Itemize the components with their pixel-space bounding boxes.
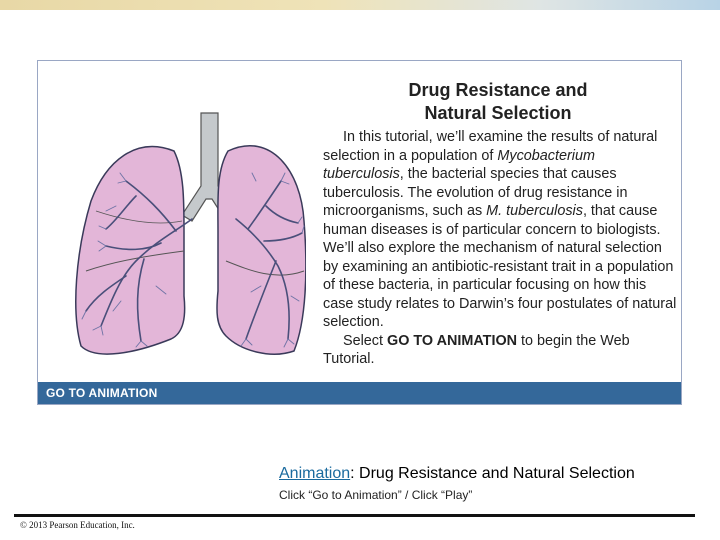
tutorial-panel (37, 60, 682, 405)
animation-button-bar (38, 382, 681, 404)
go-to-animation-button[interactable]: GO TO ANIMATION (46, 386, 158, 400)
tutorial-title-line2: Natural Selection (424, 103, 572, 123)
caption-text: : Drug Resistance and Natural Selection (350, 465, 635, 482)
species-name-short: M. tuberculosis (486, 203, 583, 219)
description-paragraph (323, 128, 678, 332)
instruction-emphasis: GO TO ANIMATION (387, 332, 518, 349)
description-text-b: , the bacterial species that causes tuberculosis. The evolution of drug resistance in microorganisms, such as (323, 166, 628, 219)
species-name: Mycobacterium tuberculosis (323, 147, 595, 182)
tutorial-description (323, 128, 678, 369)
tutorial-title (338, 79, 658, 125)
instruction-text-a: Select (343, 332, 387, 349)
lungs-illustration (66, 111, 306, 361)
tutorial-title-line1: Drug Resistance and (408, 80, 588, 100)
footer-divider (14, 514, 695, 517)
description-text-c: , that cause human diseases is of particular concern to biologists. We’ll also explore the mechanism of natural selection by examining an antibiotic-resistant trait in a population of these bacteria, in particular focusing on how this case study relates to Darwin’s four postulates of natural selection. (323, 203, 677, 330)
slide-instruction: Click “Go to Animation” / Click “Play” (279, 488, 473, 502)
instruction-paragraph (323, 332, 678, 369)
copyright-notice: © 2013 Pearson Education, Inc. (20, 520, 135, 530)
animation-link[interactable]: Animation (279, 465, 351, 482)
description-text-a: In this tutorial, we’ll examine the results of natural selection in a population of (323, 129, 658, 164)
top-decorative-bar (0, 0, 720, 10)
slide-caption (279, 465, 635, 483)
instruction-text-b: to begin the Web Tutorial. (323, 332, 630, 367)
